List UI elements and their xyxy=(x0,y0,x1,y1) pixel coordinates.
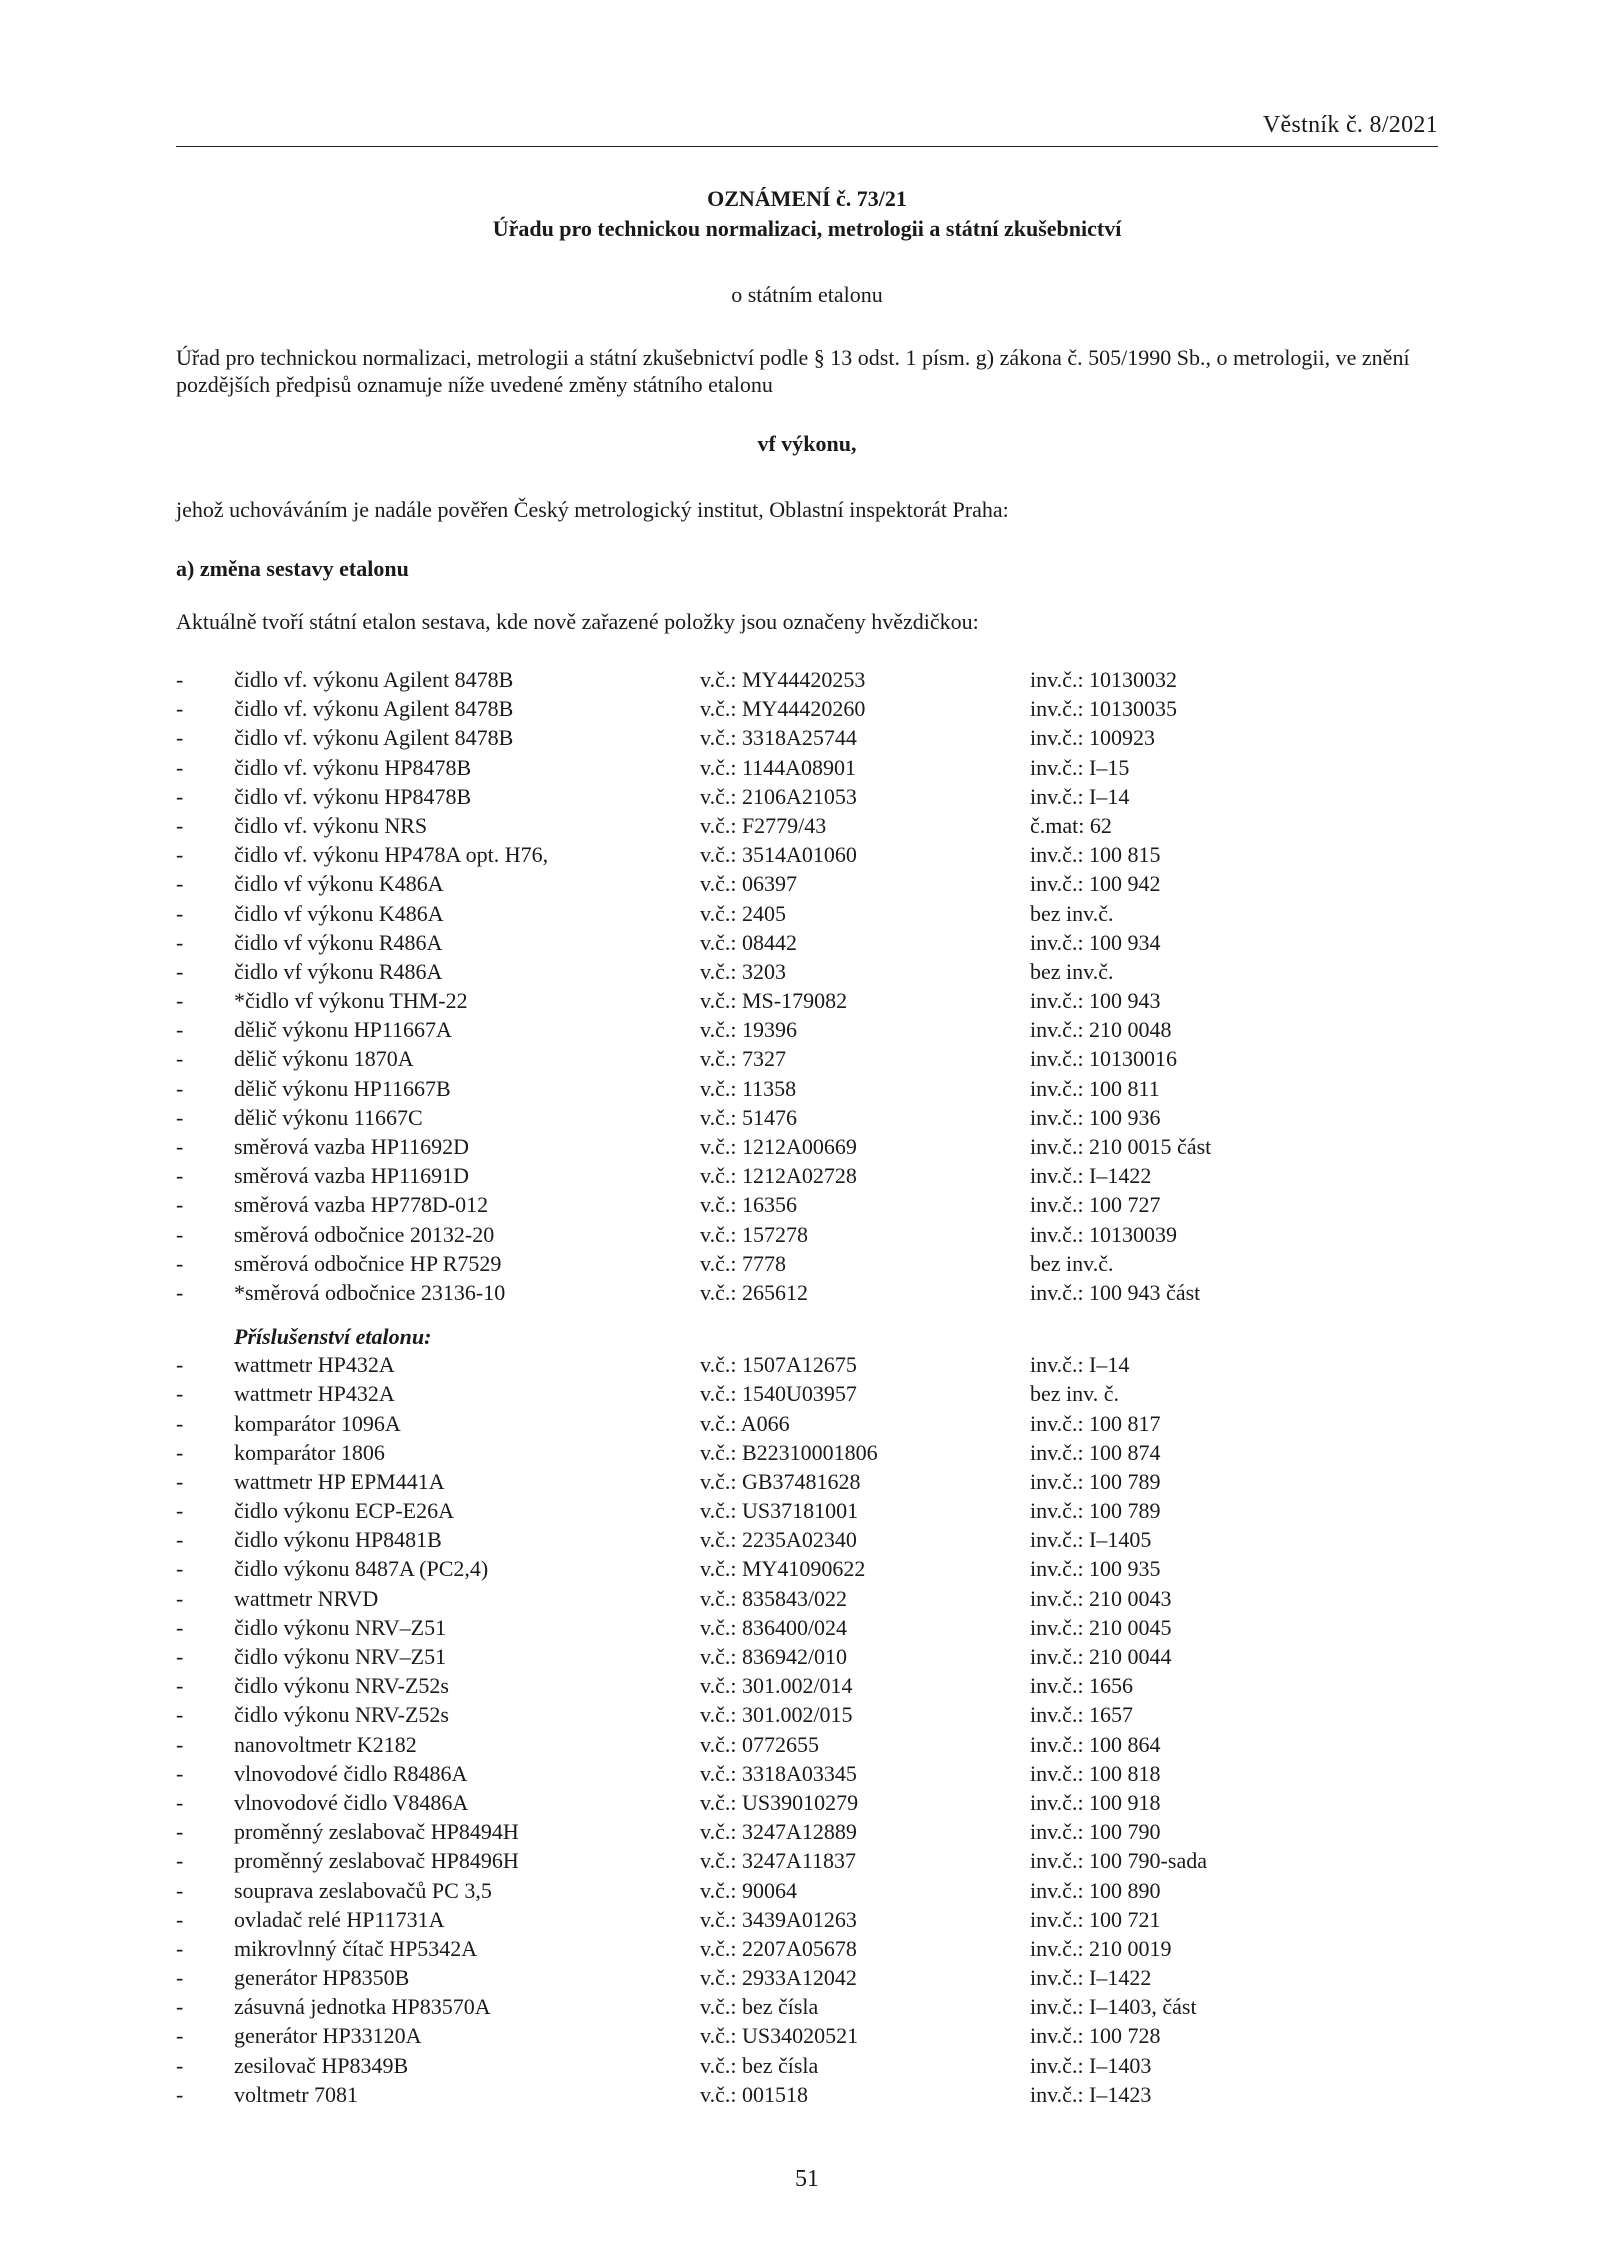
list-bullet: - xyxy=(176,1468,184,1494)
inventory-number: inv.č.: I–15 xyxy=(1030,754,1130,780)
serial-number: v.č.: 3203 xyxy=(700,958,786,984)
item-name: čidlo vf. výkonu HP478A opt. H76, xyxy=(234,842,549,868)
serial-number: v.č.: MS-179082 xyxy=(700,988,848,1014)
list-bullet: - xyxy=(176,696,184,722)
list-item xyxy=(176,957,1438,986)
serial-number: v.č.: US34020521 xyxy=(700,2023,859,2049)
running-head: Věstník č. 8/2021 xyxy=(1262,112,1438,138)
inventory-number: inv.č.: I–1423 xyxy=(1030,2081,1152,2107)
item-name: směrová vazba HP11691D xyxy=(234,1163,470,1189)
inventory-number: inv.č.: 100 721 xyxy=(1030,1906,1161,1932)
serial-number: v.č.: B22310001806 xyxy=(700,1439,878,1465)
inventory-number: inv.č.: 100923 xyxy=(1030,725,1156,751)
item-name: čidlo vf výkonu R486A xyxy=(234,929,443,955)
list-item xyxy=(176,1525,1438,1554)
inventory-number: inv.č.: 100 818 xyxy=(1030,1760,1161,1786)
list-bullet: - xyxy=(176,1075,184,1101)
item-name: *čidlo vf výkonu THM-22 xyxy=(234,988,468,1014)
list-bullet: - xyxy=(176,754,184,780)
etalon-item-list xyxy=(176,665,1438,1307)
list-bullet: - xyxy=(176,1935,184,1961)
list-item xyxy=(176,723,1438,752)
inventory-number: inv.č.: I–1403, část xyxy=(1030,1994,1197,2020)
serial-number: v.č.: 1144A08901 xyxy=(700,754,857,780)
serial-number: v.č.: 1507A12675 xyxy=(700,1352,857,1378)
list-item xyxy=(176,1934,1438,1963)
notice-subject: o státním etalonu xyxy=(731,282,883,307)
list-bullet: - xyxy=(176,1585,184,1611)
serial-number: v.č.: 3318A03345 xyxy=(700,1760,857,1786)
inventory-number: inv.č.: 210 0019 xyxy=(1030,1935,1172,1961)
list-item xyxy=(176,869,1438,898)
serial-number: v.č.: 3514A01060 xyxy=(700,842,857,868)
serial-number: v.č.: 3247A12889 xyxy=(700,1819,857,1845)
inventory-number: inv.č.: 10130016 xyxy=(1030,1046,1178,1072)
inventory-number: inv.č.: I–1422 xyxy=(1030,1965,1152,1991)
inventory-number: inv.č.: 100 936 xyxy=(1030,1104,1161,1130)
list-bullet: - xyxy=(176,929,184,955)
list-bullet: - xyxy=(176,1527,184,1553)
list-item xyxy=(176,1788,1438,1817)
item-name: proměnný zeslabovač HP8494H xyxy=(234,1819,519,1845)
inventory-number: inv.č.: 10130035 xyxy=(1030,696,1178,722)
list-bullet: - xyxy=(176,1760,184,1786)
inventory-number: inv.č.: 100 942 xyxy=(1030,871,1161,897)
notice-number: OZNÁMENÍ č. 73/21 xyxy=(707,186,907,211)
item-name: wattmetr NRVD xyxy=(234,1585,379,1611)
inventory-number: inv.č.: 100 790-sada xyxy=(1030,1848,1207,1874)
list-item xyxy=(176,1467,1438,1496)
item-name: wattmetr HP432A xyxy=(234,1352,395,1378)
list-bullet: - xyxy=(176,1556,184,1582)
serial-number: v.č.: 90064 xyxy=(700,1877,797,1903)
list-item xyxy=(176,1496,1438,1525)
serial-number: v.č.: 3318A25744 xyxy=(700,725,857,751)
inventory-number: inv.č.: 1656 xyxy=(1030,1673,1134,1699)
custody-paragraph: jehož uchováváním je nadále pověřen Český metrologický institut, Oblastní inspektorát Praha: xyxy=(176,497,1009,522)
item-name: *směrová odbočnice 23136-10 xyxy=(234,1279,506,1305)
inventory-number: inv.č.: 100 864 xyxy=(1030,1731,1161,1757)
list-bullet: - xyxy=(176,1673,184,1699)
list-bullet: - xyxy=(176,958,184,984)
item-name: směrová vazba HP778D-012 xyxy=(234,1192,489,1218)
list-item xyxy=(176,1584,1438,1613)
list-bullet: - xyxy=(176,1381,184,1407)
serial-number: v.č.: 157278 xyxy=(700,1221,808,1247)
serial-number: v.č.: MY41090622 xyxy=(700,1556,866,1582)
list-item xyxy=(176,782,1438,811)
serial-number: v.č.: 2405 xyxy=(700,900,786,926)
list-item xyxy=(176,1103,1438,1132)
list-bullet: - xyxy=(176,1410,184,1436)
serial-number: v.č.: 51476 xyxy=(700,1104,797,1130)
list-bullet: - xyxy=(176,1046,184,1072)
serial-number: v.č.: 1540U03957 xyxy=(700,1381,857,1407)
list-bullet: - xyxy=(176,2052,184,2078)
item-name: dělič výkonu 1870A xyxy=(234,1046,414,1072)
inventory-number: inv.č.: 210 0044 xyxy=(1030,1644,1172,1669)
inventory-number: inv.č.: 100 811 xyxy=(1030,1075,1160,1101)
list-bullet: - xyxy=(176,1965,184,1991)
serial-number: v.č.: 3247A11837 xyxy=(700,1848,857,1874)
serial-number: v.č.: 2933A12042 xyxy=(700,1965,857,1991)
item-name: souprava zeslabovačů PC 3,5 xyxy=(234,1877,492,1903)
inventory-number: inv.č.: 1657 xyxy=(1030,1702,1134,1728)
list-bullet: - xyxy=(176,812,184,838)
list-bullet: - xyxy=(176,1906,184,1932)
lead-paragraph: Aktuálně tvoří státní etalon sestava, kde nově zařazené položky jsou označeny hvězdičkou: xyxy=(176,609,979,634)
list-item xyxy=(176,665,1438,694)
serial-number: v.č.: 7778 xyxy=(700,1250,786,1276)
serial-number: v.č.: bez čísla xyxy=(700,1994,819,2020)
list-item xyxy=(176,1350,1438,1379)
list-item xyxy=(176,2080,1438,2109)
list-item xyxy=(176,1132,1438,1161)
intro-paragraph: Úřad pro technickou normalizaci, metrologii a státní zkušebnictví podle § 13 odst. 1 písm. g) zákona č. 505/1990 Sb., o metrologii, ve znění pozdějších předpisů oznamuje níže uvedené změny státního etalonu xyxy=(176,345,1410,397)
list-bullet: - xyxy=(176,1498,184,1524)
inventory-number: inv.č.: 210 0045 xyxy=(1030,1614,1172,1640)
list-bullet: - xyxy=(176,1789,184,1815)
list-item xyxy=(176,1963,1438,1992)
list-bullet: - xyxy=(176,2081,184,2107)
list-bullet: - xyxy=(176,667,184,692)
inventory-number: inv.č.: 100 789 xyxy=(1030,1468,1161,1494)
serial-number: v.č.: 836942/010 xyxy=(700,1644,848,1669)
item-name: vlnovodové čidlo V8486A xyxy=(234,1789,469,1815)
item-name: dělič výkonu HP11667A xyxy=(234,1017,452,1043)
list-item xyxy=(176,753,1438,782)
list-bullet: - xyxy=(176,1702,184,1728)
serial-number: v.č.: 836400/024 xyxy=(700,1614,848,1640)
list-bullet: - xyxy=(176,1439,184,1465)
list-bullet: - xyxy=(176,842,184,868)
list-item xyxy=(176,1015,1438,1044)
inventory-number: inv.č.: 100 815 xyxy=(1030,842,1161,868)
list-item xyxy=(176,1438,1438,1467)
item-name: čidlo vf. výkonu NRS xyxy=(234,812,428,838)
inventory-number: bez inv.č. xyxy=(1030,900,1114,926)
serial-number: v.č.: F2779/43 xyxy=(700,812,827,838)
serial-number: v.č.: 19396 xyxy=(700,1017,797,1043)
list-item xyxy=(176,1044,1438,1073)
serial-number: v.č.: A066 xyxy=(700,1410,790,1436)
etalon-name: vf výkonu, xyxy=(757,431,857,456)
item-name: generátor HP8350B xyxy=(234,1965,410,1991)
item-name: čidlo vf. výkonu HP8478B xyxy=(234,783,472,809)
item-name: wattmetr HP432A xyxy=(234,1381,395,1407)
list-item xyxy=(176,1220,1438,1249)
item-name: směrová odbočnice 20132-20 xyxy=(234,1221,495,1247)
inventory-number: inv.č.: 210 0015 část xyxy=(1030,1134,1212,1159)
item-name: zesilovač HP8349B xyxy=(234,2052,409,2078)
inventory-number: inv.č.: 100 943 xyxy=(1030,988,1161,1014)
list-bullet: - xyxy=(176,1819,184,1845)
item-name: dělič výkonu 11667C xyxy=(234,1104,423,1130)
inventory-number: inv.č.: 100 935 xyxy=(1030,1556,1161,1582)
inventory-number: inv.č.: I–1403 xyxy=(1030,2052,1152,2078)
inventory-number: inv.č.: I–14 xyxy=(1030,783,1130,809)
list-bullet: - xyxy=(176,725,184,751)
item-name: čidlo vf. výkonu HP8478B xyxy=(234,754,472,780)
notice-authority: Úřadu pro technickou normalizaci, metrologii a státní zkušebnictví xyxy=(492,216,1122,241)
serial-number: v.č.: 1212A00669 xyxy=(700,1134,857,1159)
inventory-number: inv.č.: 100 728 xyxy=(1030,2023,1161,2049)
list-item xyxy=(176,1730,1438,1759)
item-name: čidlo vf. výkonu Agilent 8478B xyxy=(234,667,514,692)
serial-number: v.č.: 835843/022 xyxy=(700,1585,848,1611)
list-bullet: - xyxy=(176,988,184,1014)
serial-number: v.č.: 3439A01263 xyxy=(700,1906,857,1932)
serial-number: v.č.: 11358 xyxy=(700,1075,797,1101)
list-bullet: - xyxy=(176,871,184,897)
list-item xyxy=(176,928,1438,957)
page-number: 51 xyxy=(795,2166,819,2192)
section-heading: a) změna sestavy etalonu xyxy=(176,556,409,581)
inventory-number: inv.č.: 100 817 xyxy=(1030,1410,1161,1436)
inventory-number: inv.č.: I–1422 xyxy=(1030,1163,1152,1189)
inventory-number: inv.č.: 210 0043 xyxy=(1030,1585,1172,1611)
item-name: generátor HP33120A xyxy=(234,2023,422,2049)
list-item xyxy=(176,2021,1438,2050)
list-item xyxy=(176,1554,1438,1583)
item-name: čidlo výkonu NRV-Z52s xyxy=(234,1702,449,1728)
item-name: nanovoltmetr K2182 xyxy=(234,1731,417,1757)
serial-number: v.č.: 2207A05678 xyxy=(700,1935,857,1961)
list-item xyxy=(176,1876,1438,1905)
list-item xyxy=(176,1642,1438,1671)
item-name: mikrovlnný čítač HP5342A xyxy=(234,1935,478,1961)
item-name: komparátor 1096A xyxy=(234,1410,401,1436)
item-name: čidlo výkonu HP8481B xyxy=(234,1527,442,1553)
list-bullet: - xyxy=(176,1221,184,1247)
list-item xyxy=(176,1700,1438,1729)
list-bullet: - xyxy=(176,1017,184,1043)
list-item xyxy=(176,1074,1438,1103)
list-item xyxy=(176,1992,1438,2021)
list-item xyxy=(176,1409,1438,1438)
inventory-number: inv.č.: 100 790 xyxy=(1030,1819,1161,1845)
list-item xyxy=(176,694,1438,723)
accessories-heading: Příslušenství etalonu: xyxy=(234,1324,432,1350)
item-name: proměnný zeslabovač HP8496H xyxy=(234,1848,519,1874)
list-item xyxy=(176,1278,1438,1307)
list-bullet: - xyxy=(176,1163,184,1189)
item-name: vlnovodové čidlo R8486A xyxy=(234,1760,468,1786)
list-bullet: - xyxy=(176,1614,184,1640)
list-item xyxy=(176,1905,1438,1934)
item-name: čidlo vf výkonu R486A xyxy=(234,958,443,984)
item-name: zásuvná jednotka HP83570A xyxy=(234,1994,491,2020)
inventory-number: inv.č.: 100 943 část xyxy=(1030,1279,1201,1305)
serial-number: v.č.: 16356 xyxy=(700,1192,797,1218)
inventory-number: inv.č.: 10130032 xyxy=(1030,667,1178,692)
list-item xyxy=(176,840,1438,869)
item-name: čidlo vf. výkonu Agilent 8478B xyxy=(234,725,514,751)
list-item xyxy=(176,1671,1438,1700)
inventory-number: inv.č.: I–14 xyxy=(1030,1352,1130,1378)
serial-number: v.č.: MY44420260 xyxy=(700,696,866,722)
list-bullet: - xyxy=(176,1877,184,1903)
serial-number: v.č.: 08442 xyxy=(700,929,797,955)
inventory-number: bez inv.č. xyxy=(1030,958,1114,984)
list-item xyxy=(176,899,1438,928)
item-name: čidlo výkonu 8487A (PC2,4) xyxy=(234,1556,489,1582)
list-bullet: - xyxy=(176,783,184,809)
list-bullet: - xyxy=(176,900,184,926)
list-bullet: - xyxy=(176,1731,184,1757)
list-item xyxy=(176,1249,1438,1278)
item-name: čidlo vf. výkonu Agilent 8478B xyxy=(234,696,514,722)
inventory-number: inv.č.: 10130039 xyxy=(1030,1221,1178,1247)
list-bullet: - xyxy=(176,1994,184,2020)
item-name: wattmetr HP EPM441A xyxy=(234,1468,445,1494)
list-item xyxy=(176,986,1438,1015)
item-name: čidlo výkonu NRV–Z51 xyxy=(234,1644,447,1669)
item-name: čidlo výkonu NRV–Z51 xyxy=(234,1614,447,1640)
inventory-number: inv.č.: 100 874 xyxy=(1030,1439,1161,1465)
list-bullet: - xyxy=(176,2023,184,2049)
item-name: dělič výkonu HP11667B xyxy=(234,1075,451,1101)
serial-number: v.č.: US37181001 xyxy=(700,1498,859,1524)
serial-number: v.č.: 301.002/015 xyxy=(700,1702,853,1728)
inventory-number: inv.č.: 100 890 xyxy=(1030,1877,1161,1903)
serial-number: v.č.: 265612 xyxy=(700,1279,808,1305)
list-bullet: - xyxy=(176,1279,184,1305)
item-name: čidlo výkonu ECP-E26A xyxy=(234,1498,454,1524)
list-item xyxy=(176,1846,1438,1875)
item-name: voltmetr 7081 xyxy=(234,2081,359,2107)
serial-number: v.č.: 06397 xyxy=(700,871,797,897)
serial-number: v.č.: 1212A02728 xyxy=(700,1163,857,1189)
item-name: čidlo výkonu NRV-Z52s xyxy=(234,1673,449,1699)
list-item xyxy=(176,811,1438,840)
item-name: komparátor 1806 xyxy=(234,1439,385,1465)
list-bullet: - xyxy=(176,1134,184,1159)
list-item xyxy=(176,1161,1438,1190)
inventory-number: bez inv. č. xyxy=(1030,1381,1119,1407)
inventory-number: inv.č.: 210 0048 xyxy=(1030,1017,1172,1043)
list-item xyxy=(176,1379,1438,1408)
list-bullet: - xyxy=(176,1250,184,1276)
serial-number: v.č.: 301.002/014 xyxy=(700,1673,853,1699)
serial-number: v.č.: 001518 xyxy=(700,2081,808,2107)
item-name: směrová vazba HP11692D xyxy=(234,1134,470,1159)
serial-number: v.č.: US39010279 xyxy=(700,1789,859,1815)
header-rule xyxy=(176,146,1438,147)
inventory-number: inv.č.: 100 789 xyxy=(1030,1498,1161,1524)
serial-number: v.č.: MY44420253 xyxy=(700,667,866,692)
page-content xyxy=(176,184,1438,2109)
inventory-number: inv.č.: 100 934 xyxy=(1030,929,1161,955)
list-bullet: - xyxy=(176,1352,184,1378)
item-name: směrová odbočnice HP R7529 xyxy=(234,1250,502,1276)
item-name: čidlo vf výkonu K486A xyxy=(234,871,444,897)
list-bullet: - xyxy=(176,1848,184,1874)
accessory-item-list xyxy=(176,1350,1438,2109)
list-item xyxy=(176,2051,1438,2080)
inventory-number: inv.č.: I–1405 xyxy=(1030,1527,1152,1553)
list-item xyxy=(176,1613,1438,1642)
list-bullet: - xyxy=(176,1104,184,1130)
inventory-number: bez inv.č. xyxy=(1030,1250,1114,1276)
inventory-number: inv.č.: 100 727 xyxy=(1030,1192,1161,1218)
list-item xyxy=(176,1759,1438,1788)
item-name: čidlo vf výkonu K486A xyxy=(234,900,444,926)
serial-number: v.č.: 2106A21053 xyxy=(700,783,857,809)
serial-number: v.č.: bez čísla xyxy=(700,2052,819,2078)
list-item xyxy=(176,1817,1438,1846)
serial-number: v.č.: 2235A02340 xyxy=(700,1527,857,1553)
item-name: ovladač relé HP11731A xyxy=(234,1906,445,1932)
list-bullet: - xyxy=(176,1644,184,1669)
list-bullet: - xyxy=(176,1192,184,1218)
serial-number: v.č.: 7327 xyxy=(700,1046,786,1072)
inventory-number: inv.č.: 100 918 xyxy=(1030,1789,1161,1815)
inventory-number: č.mat: 62 xyxy=(1030,812,1112,838)
list-item xyxy=(176,1190,1438,1219)
serial-number: v.č.: 0772655 xyxy=(700,1731,819,1757)
serial-number: v.č.: GB37481628 xyxy=(700,1468,861,1494)
